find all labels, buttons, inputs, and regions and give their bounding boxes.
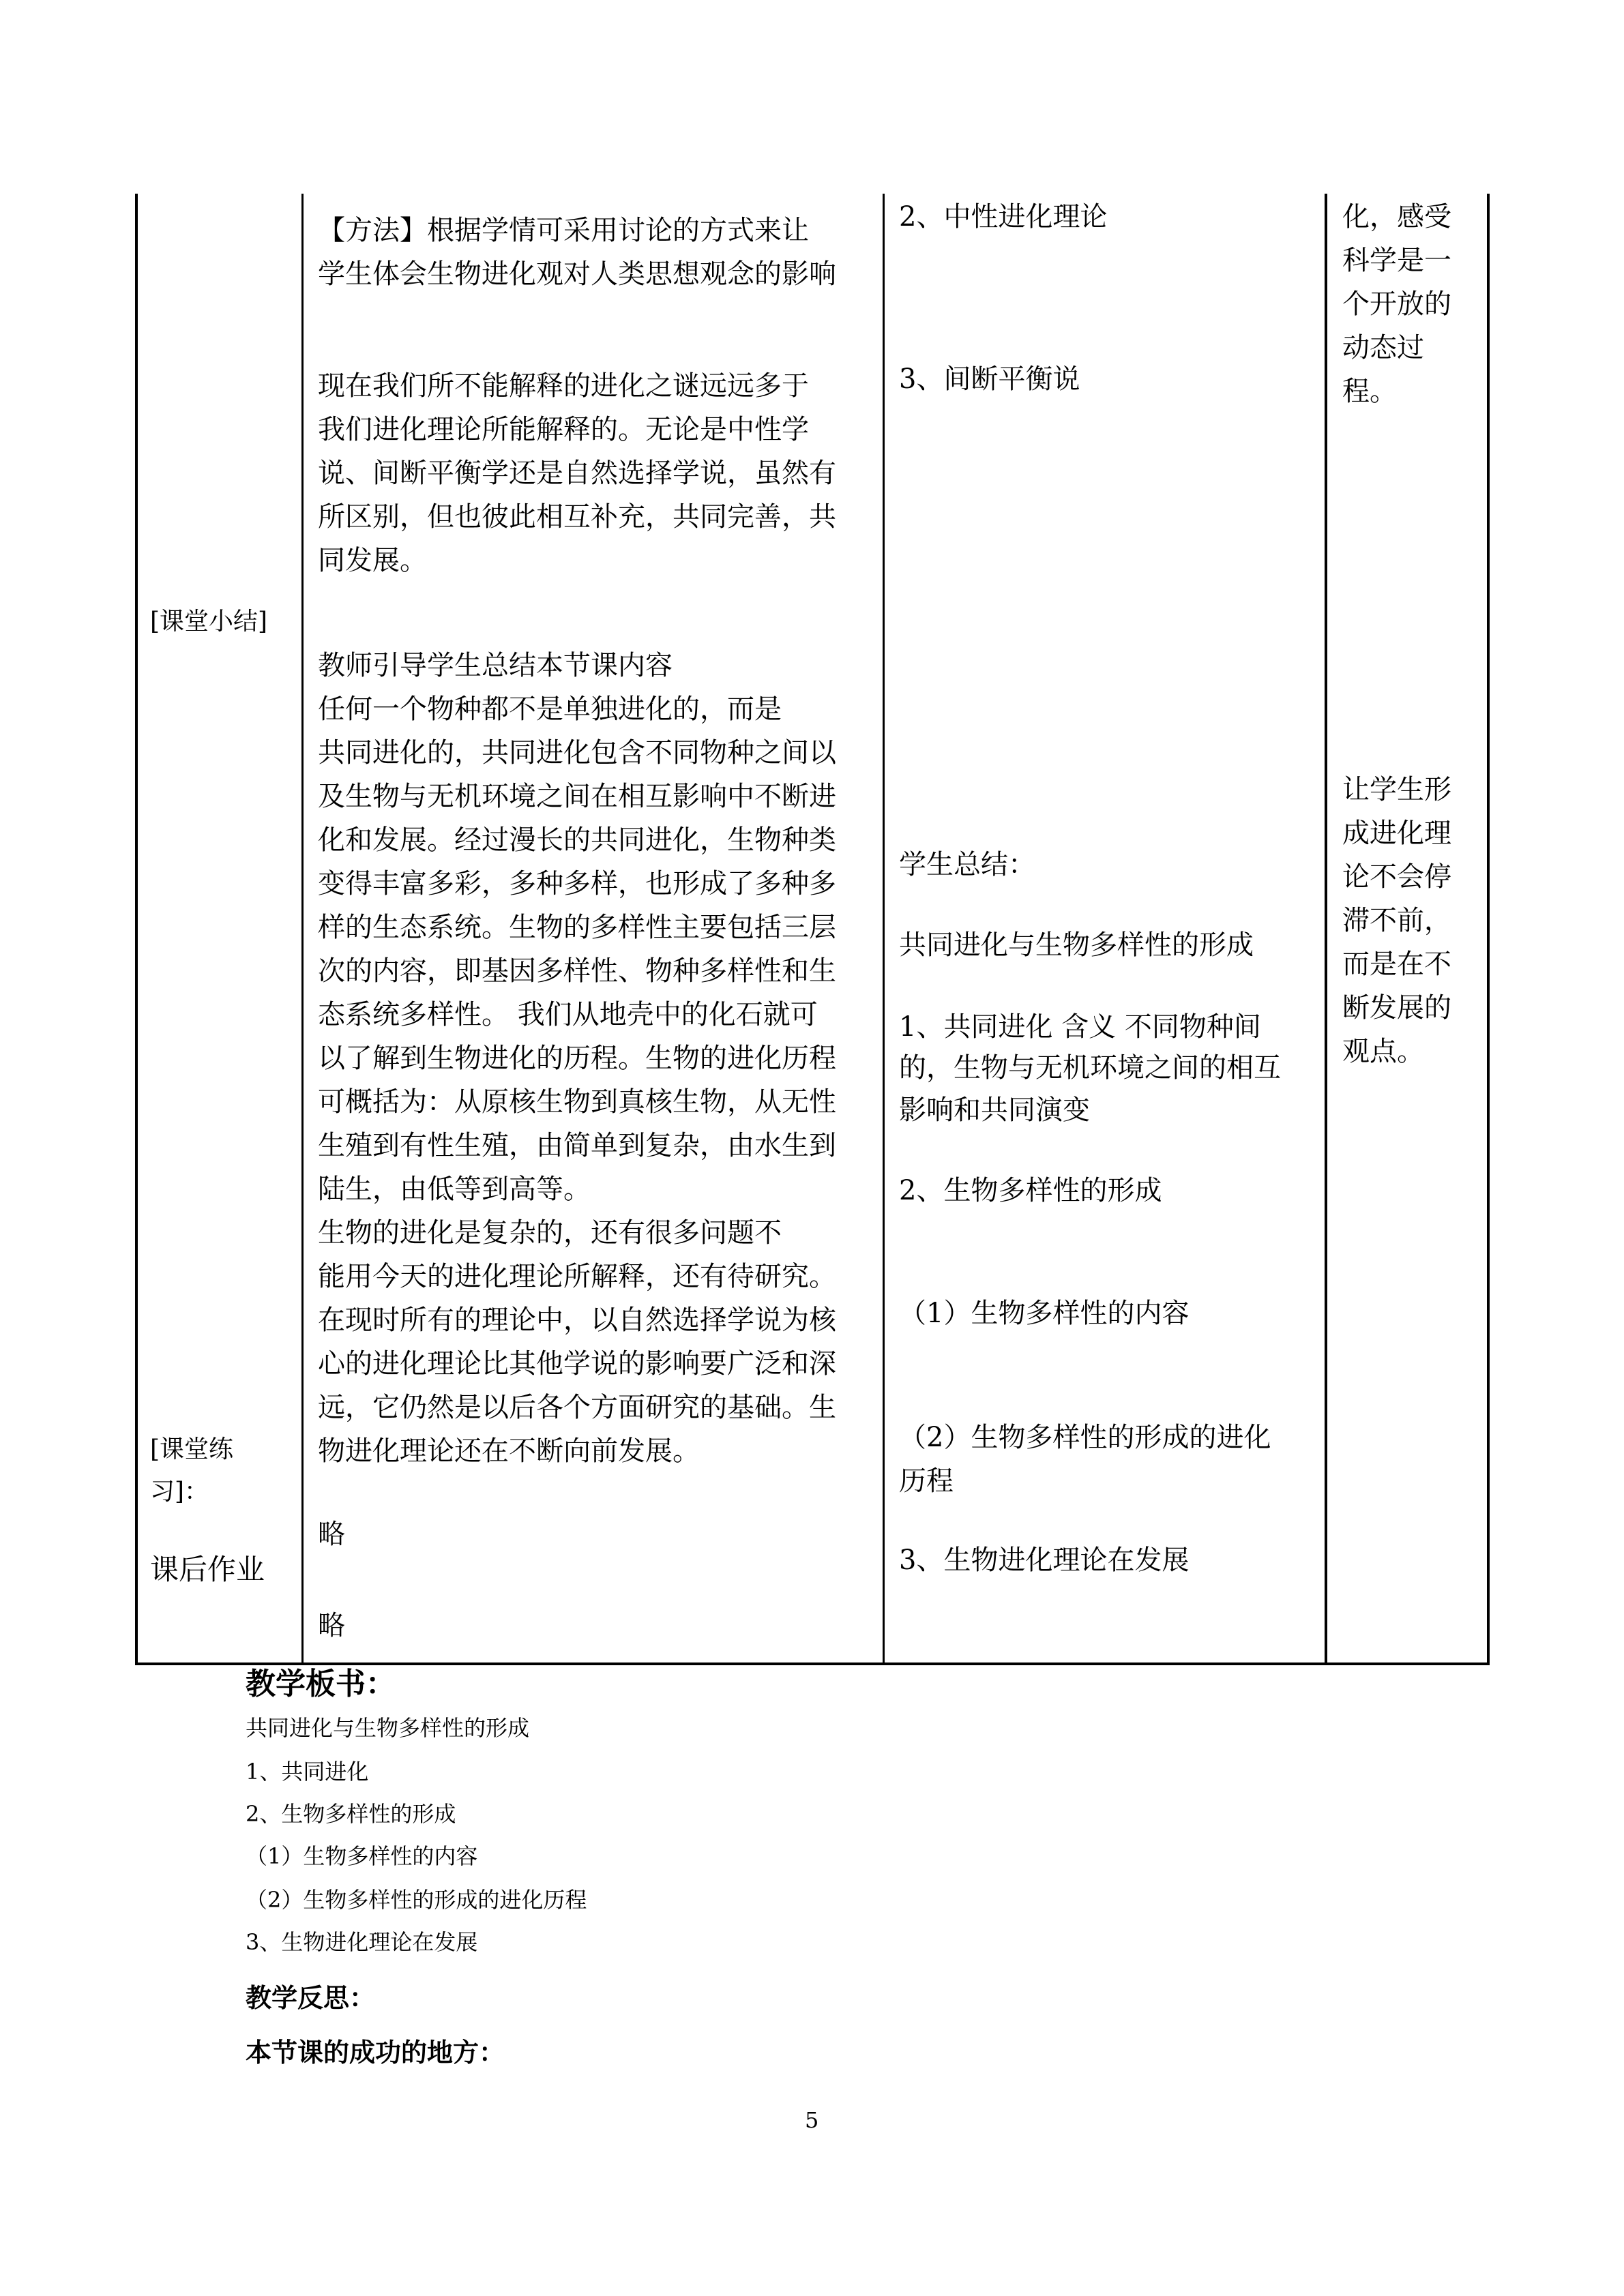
teacher-line: 物进化理论还在不断向前发展。: [318, 1435, 700, 1467]
board-item: 3、生物进化理论在发展: [246, 1929, 478, 1955]
teacher-line: 我们进化理论所能解释的。无论是中性学: [318, 414, 809, 445]
teacher-line: 【方法】根据学情可采用讨论的方式来让: [318, 215, 809, 246]
teacher-line: [318, 582, 863, 644]
table-border-left: [135, 194, 138, 1665]
intent-line: 成进化理: [1342, 818, 1451, 849]
teacher-line: 态系统多样性。 我们从地壳中的化石就可: [318, 999, 818, 1030]
teacher-line: 说、间断平衡学还是自然选择学说，虽然有: [318, 458, 836, 489]
summary-topic: 共同进化与生物多样性的形成: [899, 929, 1254, 961]
page-number: 5: [805, 2107, 819, 2133]
reflection-heading: 教学反思：: [246, 1982, 376, 2013]
teacher-line: 生物的进化是复杂的，还有很多问题不: [318, 1217, 782, 1249]
board-heading: 教学板书：: [246, 1667, 396, 1701]
teacher-line: 可概括为：从原核生物到真核生物，从无性: [318, 1086, 836, 1118]
teacher-line: 变得丰富多彩，多种多样，也形成了多种多: [318, 868, 836, 899]
table-divider-1: [301, 194, 304, 1665]
teacher-activity: [318, 209, 863, 1473]
teacher-line: 任何一个物种都不是单独进化的，而是: [318, 694, 782, 725]
intent-line: 个开放的: [1342, 288, 1451, 320]
diversity-history-line2: 历程: [899, 1465, 954, 1497]
design-intent-1: [1342, 195, 1458, 413]
table-border-right: [1487, 194, 1490, 1665]
teacher-line: 在现时所有的理论中，以自然选择学说为核: [318, 1304, 836, 1336]
intent-line: 滞不前，: [1342, 905, 1451, 936]
teacher-line: 能用今天的进化理论所解释，还有待研究。: [318, 1261, 836, 1292]
teacher-line: 心的进化理论比其他学说的影响要广泛和深: [318, 1348, 836, 1380]
intent-line: 论不会停: [1342, 861, 1451, 893]
board-item: 1、共同进化: [246, 1759, 369, 1785]
board-item: （1）生物多样性的内容: [246, 1843, 478, 1869]
intent-line: 动态过: [1342, 332, 1424, 363]
board-item: （2）生物多样性的形成的进化历程: [246, 1887, 587, 1913]
board-item: 共同进化与生物多样性的形成: [246, 1715, 530, 1741]
teacher-line: 远，它仍然是以后各个方面研究的基础。生: [318, 1392, 836, 1423]
teacher-line: 次的内容，即基因多样性、物种多样性和生: [318, 955, 836, 987]
teacher-line: 同发展。: [318, 545, 427, 576]
teacher-line: 样的生态系统。生物的多样性主要包括三层: [318, 912, 836, 943]
student-summary: 学生总结：: [899, 849, 1035, 880]
intent-line: 观点。: [1342, 1036, 1424, 1067]
board-item: 2、生物多样性的形成: [246, 1801, 456, 1827]
teacher-line: 所区别，但也彼此相互补充，共同完善，共: [318, 501, 836, 533]
table-divider-2: [883, 194, 885, 1665]
teacher-line: 陆生，由低等到高等。: [318, 1174, 591, 1205]
intent-line: 让学生形: [1342, 774, 1451, 805]
design-intent-2: [1342, 768, 1458, 1073]
teacher-line: 生殖到有性生殖，由简单到复杂，由水生到: [318, 1130, 836, 1161]
practice-answer: 略: [318, 1519, 345, 1550]
table-divider-3: [1325, 194, 1327, 1665]
neutral-theory: 2、中性进化理论: [899, 201, 1108, 233]
summary-label: [课堂小结]: [150, 608, 268, 636]
teacher-line: 现在我们所不能解释的进化之谜远远多于: [318, 370, 809, 402]
teacher-line: 共同进化的，共同进化包含不同物种之间以: [318, 737, 836, 769]
intent-line: 而是在不: [1342, 949, 1451, 980]
coevolution-line1: 1、共同进化 含义 不同物种间: [899, 1011, 1261, 1043]
diversity-formation: 2、生物多样性的形成: [899, 1175, 1162, 1206]
diversity-history-line1: （2）生物多样性的形成的进化: [899, 1422, 1271, 1453]
intent-line: 程。: [1342, 376, 1397, 407]
teacher-line: [318, 296, 863, 364]
teacher-line: 及生物与无机环境之间在相互影响中不断进: [318, 781, 836, 812]
teacher-line: 以了解到生物进化的历程。生物的进化历程: [318, 1043, 836, 1074]
teacher-line: 教师引导学生总结本节课内容: [318, 650, 673, 681]
practice-label-line2: 习]：: [150, 1478, 209, 1506]
theory-developing: 3、生物进化理论在发展: [899, 1545, 1190, 1576]
intent-line: 化，感受: [1342, 201, 1451, 233]
teacher-line: 学生体会生物进化观对人类思想观念的影响: [318, 258, 836, 290]
intent-line: 科学是一: [1342, 245, 1451, 276]
homework-label: 课后作业: [150, 1553, 265, 1586]
coevolution-line2: 的，生物与无机环境之间的相互: [899, 1052, 1281, 1084]
intent-line: 断发展的: [1342, 992, 1451, 1024]
diversity-content: （1）生物多样性的内容: [899, 1298, 1190, 1329]
teacher-line: 化和发展。经过漫长的共同进化，生物种类: [318, 824, 836, 856]
coevolution-line3: 影响和共同演变: [899, 1094, 1090, 1126]
homework-answer: 略: [318, 1610, 345, 1641]
reflection-success: 本节课的成功的地方：: [246, 2037, 505, 2068]
punctuated-equilibrium: 3、间断平衡说: [899, 363, 1080, 395]
practice-label-line1: [课堂练: [150, 1435, 234, 1463]
